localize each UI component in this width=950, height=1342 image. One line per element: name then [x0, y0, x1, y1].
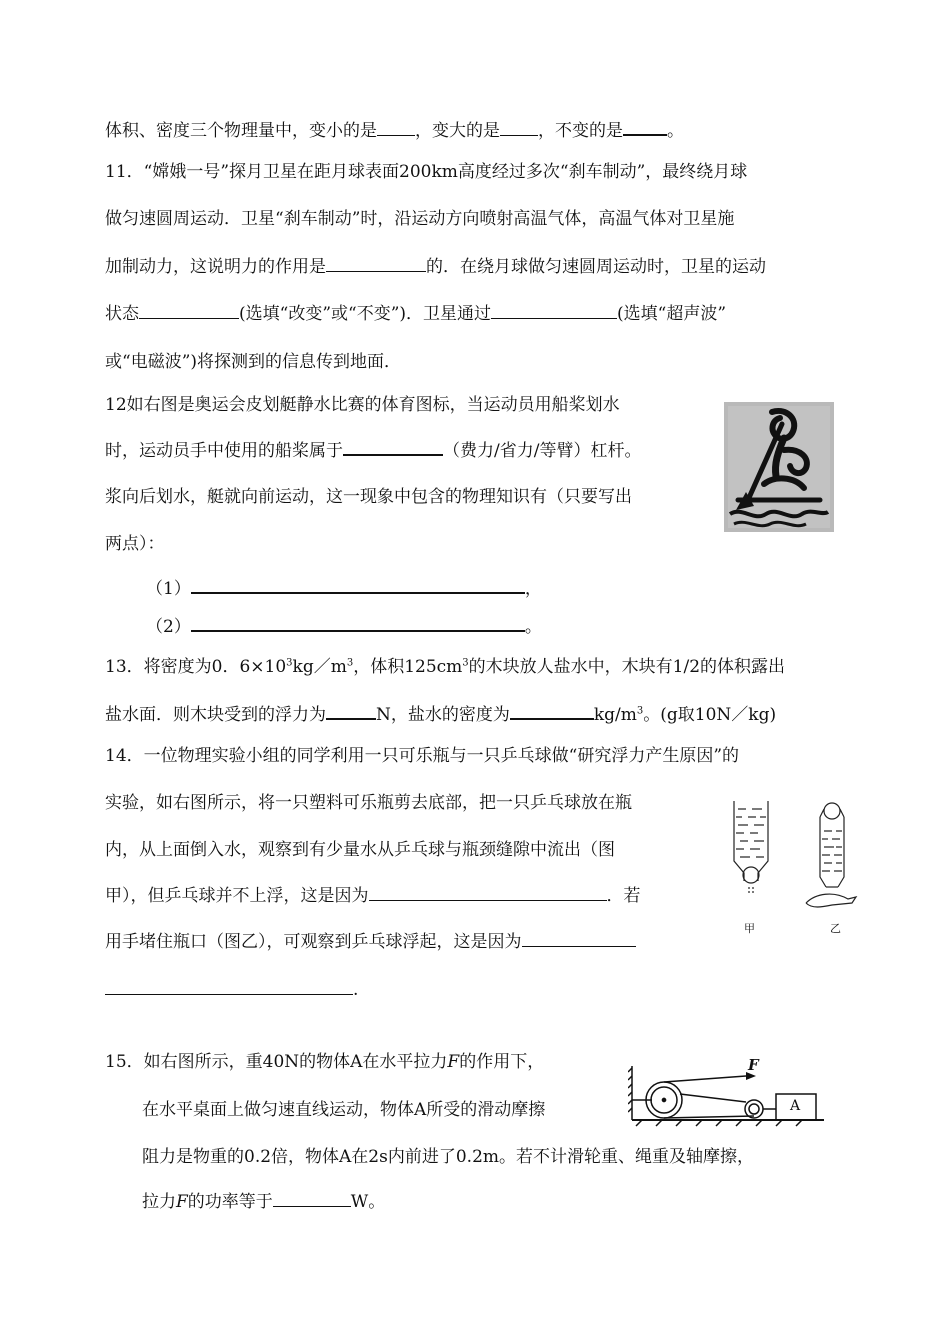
q11-text-4b: (选填“改变”或“不变”)．卫星通过	[239, 304, 492, 324]
q13-text-2a: 盐水面．则木块受到的浮力为	[105, 705, 326, 725]
q12-blank-lever[interactable]	[343, 438, 443, 456]
q12-line4: 两点）：	[105, 534, 165, 554]
q11-text-4a: 状态	[105, 304, 139, 324]
q12-line1: 12如右图是奥运会皮划艇静水比赛的体育图标，当运动员用船桨划水	[105, 395, 620, 415]
bottle-figure	[722, 795, 862, 945]
q10-blank-larger[interactable]	[500, 119, 538, 136]
q12-text-2a: 时，运动员手中使用的船桨属于	[105, 441, 343, 461]
q12-line2	[105, 438, 641, 463]
q15-text-4b: 的功率等于	[187, 1192, 273, 1212]
q10-blank-unchanged[interactable]	[623, 118, 667, 136]
q15-text-1a: 15．如右图所示，重40N的物体A在水平拉力	[105, 1052, 448, 1072]
q10-line	[105, 118, 684, 143]
q12-blank-item2[interactable]	[191, 614, 525, 632]
q14-text-4a: 甲），但乒乓球并不上浮，这是因为	[105, 886, 369, 906]
q11-blank-state[interactable]	[139, 302, 239, 319]
q13-text-2d: 。(g取10N／kg)	[643, 705, 777, 725]
q12-line3: 浆向后划水，艇就向前运动，这一现象中包含的物理知识有（只要写出	[105, 487, 632, 507]
q13-line1	[105, 655, 785, 679]
q14-blank-reason1[interactable]	[369, 884, 607, 901]
q15-text-4c: W。	[350, 1192, 386, 1212]
bottle-figure-svg	[722, 795, 862, 945]
q13-text-1d: 的木块放人盐水中，木块有1/2的体积露出	[468, 657, 786, 677]
q13-sup4: 3	[636, 705, 644, 717]
q12-item2-end: 。	[524, 617, 542, 637]
q13-blank-buoyancy[interactable]	[326, 702, 376, 720]
q14-text-5a: 用手堵住瓶口（图乙），可观察到乒乓球浮起，这是因为	[105, 932, 522, 952]
q13-blank-density[interactable]	[510, 702, 594, 720]
q13-sup3: 3	[462, 657, 469, 669]
q13-text-2b: N，盐水的密度为	[376, 705, 510, 725]
q14-text-4b: ．若	[606, 886, 641, 906]
q13-text-1a: 13．将密度为0．6×10	[105, 657, 287, 677]
q15-var-f2: F	[176, 1192, 188, 1212]
figure-label-b: 乙	[830, 922, 841, 935]
pulley-figure	[628, 1056, 828, 1128]
figure-label-a: 甲	[744, 922, 755, 935]
q11-text-4c: (选填“超声波”	[617, 304, 727, 324]
q14-text-6: .	[353, 980, 359, 1000]
q14-line4	[105, 884, 641, 908]
q10-text-a: 体积、密度三个物理量中，变小的是	[105, 121, 377, 141]
q14-line5	[105, 930, 636, 954]
q11-text-3b: 的．在绕月球做匀速圆周运动时，卫星的运动	[426, 257, 766, 277]
force-f-label: F	[748, 1056, 759, 1074]
q15-line3: 阻力是物重的0.2倍，物体A在2s内前进了0.2m。若不计滑轮重、绳重及轴摩擦，	[142, 1147, 755, 1167]
q13-sup2: 3	[346, 657, 354, 669]
q11-text-3a: 加制动力，这说明力的作用是	[105, 257, 326, 277]
q14-line1: 14．一位物理实验小组的同学利用一只可乐瓶与一只乒乓球做“研究浮力产生原因”的	[105, 746, 740, 766]
q12-item2-label: （2）	[146, 617, 191, 637]
q11-blank-wave[interactable]	[491, 302, 617, 319]
q13-text-1c: ，体积125cm	[353, 657, 463, 677]
q10-text-c: ，不变的是	[538, 121, 623, 141]
canoe-pictogram-svg	[724, 402, 834, 532]
q12-item2	[146, 614, 542, 639]
q10-text-d: 。	[667, 121, 684, 141]
q15-line2: 在水平桌面上做匀速直线运动，物体A所受的滑动摩擦	[142, 1100, 546, 1120]
q15-blank-power[interactable]	[273, 1190, 351, 1207]
q11-blank-force[interactable]	[326, 255, 426, 272]
q13-text-2c: kg/m	[593, 705, 637, 725]
q15-text-1b: 的作用下，	[459, 1052, 545, 1072]
q12-item1	[146, 576, 542, 601]
q10-blank-smaller[interactable]	[377, 119, 415, 136]
q14-blank-reason2b[interactable]	[105, 978, 353, 995]
q14-line6	[105, 978, 358, 1002]
pulley-figure-svg	[628, 1060, 828, 1128]
q12-text-2b: （费力/省力/等臂）杠杆。	[443, 441, 642, 461]
block-a-label: A	[790, 1098, 801, 1114]
q14-line3: 内，从上面倒入水，观察到有少量水从乒乓球与瓶颈缝隙中流出（图	[105, 840, 615, 860]
q14-line2: 实验，如右图所示，将一只塑料可乐瓶剪去底部，把一只乒乓球放在瓶	[105, 793, 632, 813]
q10-text-b: ，变大的是	[415, 121, 500, 141]
q12-item1-label: （1）	[146, 579, 191, 599]
q11-line2: 做匀速圆周运动．卫星“刹车制动”时，沿运动方向喷射高温气体，高温气体对卫星施	[105, 209, 735, 229]
q11-line5: 或“电磁波”)将探测到的信息传到地面．	[105, 352, 402, 372]
q15-line1	[105, 1050, 544, 1074]
q13-sup1: 3	[286, 657, 293, 669]
canoe-pictogram	[724, 402, 834, 532]
q15-line4	[142, 1190, 385, 1214]
q13-line2	[105, 702, 776, 727]
q14-blank-reason2a[interactable]	[522, 930, 636, 947]
q15-text-4a: 拉力	[142, 1192, 176, 1212]
q12-item1-end: ，	[524, 579, 542, 599]
q12-blank-item1[interactable]	[191, 576, 525, 594]
q11-line1: 11．“嫦娥一号”探月卫星在距月球表面200km高度经过多次“刹车制动”，最终绕月球	[105, 162, 748, 182]
q11-line4	[105, 302, 726, 326]
q15-var-f1: F	[447, 1052, 460, 1072]
q13-text-1b: kg／m	[292, 657, 347, 677]
q11-line3	[105, 255, 766, 279]
